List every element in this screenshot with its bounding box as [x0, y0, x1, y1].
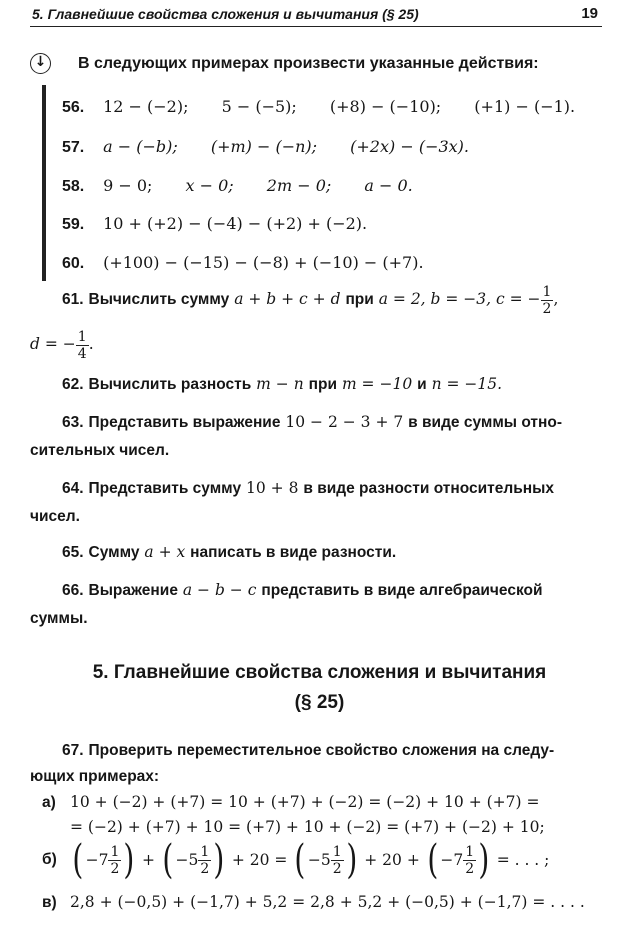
fraction	[108, 844, 121, 877]
exercise-66-cont	[30, 602, 598, 635]
punctuation: ,	[553, 290, 559, 308]
problem-text: и	[417, 376, 427, 393]
denominator: 2	[110, 860, 120, 877]
part-b-line: б) ( −7 $\frac{1}{2}$ ) + ( −5 $\frac{1}{2}$ ) + 20 = ( −5 $\frac{1}{2}$ ) + 20 + ( −7 $\frac{1}{2}$ ) = . . . ;	[42, 837, 550, 883]
problem-text: Вычислить сумму	[88, 291, 230, 308]
expression: 12 − (−2);	[103, 97, 189, 116]
arrow-down-circle-icon: ↓	[30, 53, 51, 74]
exercise-58	[62, 176, 413, 196]
operator: + 20 +	[364, 851, 420, 869]
operator: + 20 =	[231, 851, 288, 869]
expression: = (−2) + (+7) + 10 = (+7) + 10 + (−2) = (+7) + (−2) + 10;	[70, 818, 545, 836]
exercise-65	[62, 536, 602, 569]
fraction	[331, 844, 344, 877]
problem-text: в виде разности относительных	[303, 480, 554, 497]
expression: 10 + (−2) + (+7) = 10 + (+7) + (−2) = (−2) + 10 + (+7) =	[70, 793, 540, 811]
fraction	[198, 844, 211, 877]
exercise-62	[62, 368, 602, 401]
expression: (+1) − (−1).	[474, 97, 576, 116]
numerator: 1	[465, 843, 475, 860]
exercise-number: 66.	[62, 582, 84, 599]
exercise-number: 65.	[62, 544, 84, 561]
problem-text: при	[345, 291, 374, 308]
expression: d = −	[30, 335, 76, 353]
exercise-60	[62, 253, 424, 273]
part-a-line-2	[70, 818, 545, 836]
problem-text: при	[308, 376, 337, 393]
denominator: 2	[542, 300, 552, 317]
denominator: 2	[332, 860, 342, 877]
part-a-line-1	[42, 793, 539, 812]
fraction	[463, 844, 476, 877]
mixed-whole: −5	[307, 851, 331, 869]
exercise-group-bar	[42, 85, 46, 281]
expression: a − b − c	[182, 581, 257, 599]
problem-text: представить в виде алгебраической	[261, 582, 543, 599]
denominator: 4	[77, 345, 87, 362]
section-ref: (§ 25)	[294, 692, 345, 713]
page-number: 19	[581, 5, 598, 22]
expression: 5 − (−5);	[221, 97, 297, 116]
expression: m − n	[256, 375, 304, 393]
problem-text: суммы.	[30, 610, 88, 627]
mixed-whole: −7	[440, 851, 464, 869]
operator: +	[141, 851, 155, 869]
exercise-63-cont	[30, 434, 598, 467]
exercise-64-cont	[30, 500, 598, 533]
exercise-61-cont	[30, 328, 598, 362]
mixed-whole: −7	[85, 851, 109, 869]
exercise-number: 57.	[62, 139, 85, 156]
exercise-number: 56.	[62, 99, 85, 116]
expression: (+100) − (−15) − (−8) + (−10) − (+7).	[103, 253, 424, 272]
problem-text: чисел.	[30, 508, 80, 525]
fraction	[541, 284, 554, 317]
numerator: 1	[332, 843, 342, 860]
page-header	[30, 4, 602, 27]
part-label: в)	[42, 894, 57, 911]
problem-text: Представить выражение	[88, 414, 281, 431]
exercise-number: 64.	[62, 480, 84, 497]
exercise-61	[62, 283, 602, 317]
problem-text: Проверить переместительное свойство сложения на следу-	[88, 742, 555, 759]
problem-text: Вычислить разность	[88, 376, 252, 393]
numerator: 1	[77, 328, 87, 345]
expression: a + x	[144, 543, 186, 561]
expression: a = 2, b = −3, c = −	[378, 290, 541, 308]
part-label: а)	[42, 794, 56, 811]
part-label: б)	[42, 851, 57, 868]
expression: x − 0;	[185, 176, 234, 195]
expression: m = −10	[341, 375, 413, 393]
part-v-line	[42, 893, 585, 912]
exercise-intro: В следующих примерах произвести указанные действия:	[78, 55, 539, 72]
exercise-number: 61.	[62, 291, 84, 308]
expression: a − (−b);	[103, 137, 178, 156]
expression: 10 + 8	[246, 479, 299, 497]
problem-text: в виде суммы отно-	[408, 414, 563, 431]
expression: 10 + (+2) − (−4) − (+2) + (−2).	[103, 214, 368, 233]
denominator: 2	[200, 860, 210, 877]
problem-text: сительных чисел.	[30, 442, 170, 459]
exercise-number: 62.	[62, 376, 84, 393]
numerator: 1	[110, 843, 120, 860]
numerator: 1	[200, 843, 210, 860]
problem-text: Сумму	[88, 544, 140, 561]
problem-text: написать в виде разности.	[190, 544, 397, 561]
exercise-57	[62, 137, 469, 157]
expression: n = −15.	[431, 375, 503, 393]
numerator: 1	[542, 283, 552, 300]
exercise-number: 67.	[62, 742, 84, 759]
expression: 10 − 2 − 3 + 7	[285, 413, 404, 431]
expression: a − 0.	[364, 176, 413, 195]
exercise-number: 63.	[62, 414, 84, 431]
mixed-whole: −5	[175, 851, 199, 869]
running-title: 5. Главнейшие свойства сложения и вычитания (§ 25)	[32, 6, 419, 22]
expression: (+8) − (−10);	[329, 97, 442, 116]
exercise-number: 59.	[62, 216, 85, 233]
problem-text: Представить сумму	[88, 480, 242, 497]
section-title: 5. Главнейшие свойства сложения и вычитания	[92, 662, 547, 683]
exercise-number: 60.	[62, 255, 85, 272]
expression: 9 − 0;	[103, 176, 153, 195]
exercise-number: 58.	[62, 178, 85, 195]
operator: = . . . ;	[496, 851, 550, 869]
expression: (+m) − (−n);	[210, 137, 318, 156]
exercise-67-cont	[30, 760, 598, 793]
problem-text: Выражение	[88, 582, 178, 599]
denominator: 2	[465, 860, 475, 877]
problem-text: ющих примерах:	[30, 768, 160, 785]
fraction	[76, 329, 89, 362]
expression: 2m − 0;	[266, 176, 332, 195]
expression: (+2x) − (−3x).	[350, 137, 470, 156]
exercise-56	[62, 97, 575, 117]
expression: a + b + c + d	[234, 290, 341, 308]
exercise-59	[62, 214, 367, 234]
punctuation: .	[88, 335, 94, 353]
expression: 2,8 + (−0,5) + (−1,7) + 5,2 = 2,8 + 5,2 + (−0,5) + (−1,7) = . . . .	[70, 893, 585, 911]
